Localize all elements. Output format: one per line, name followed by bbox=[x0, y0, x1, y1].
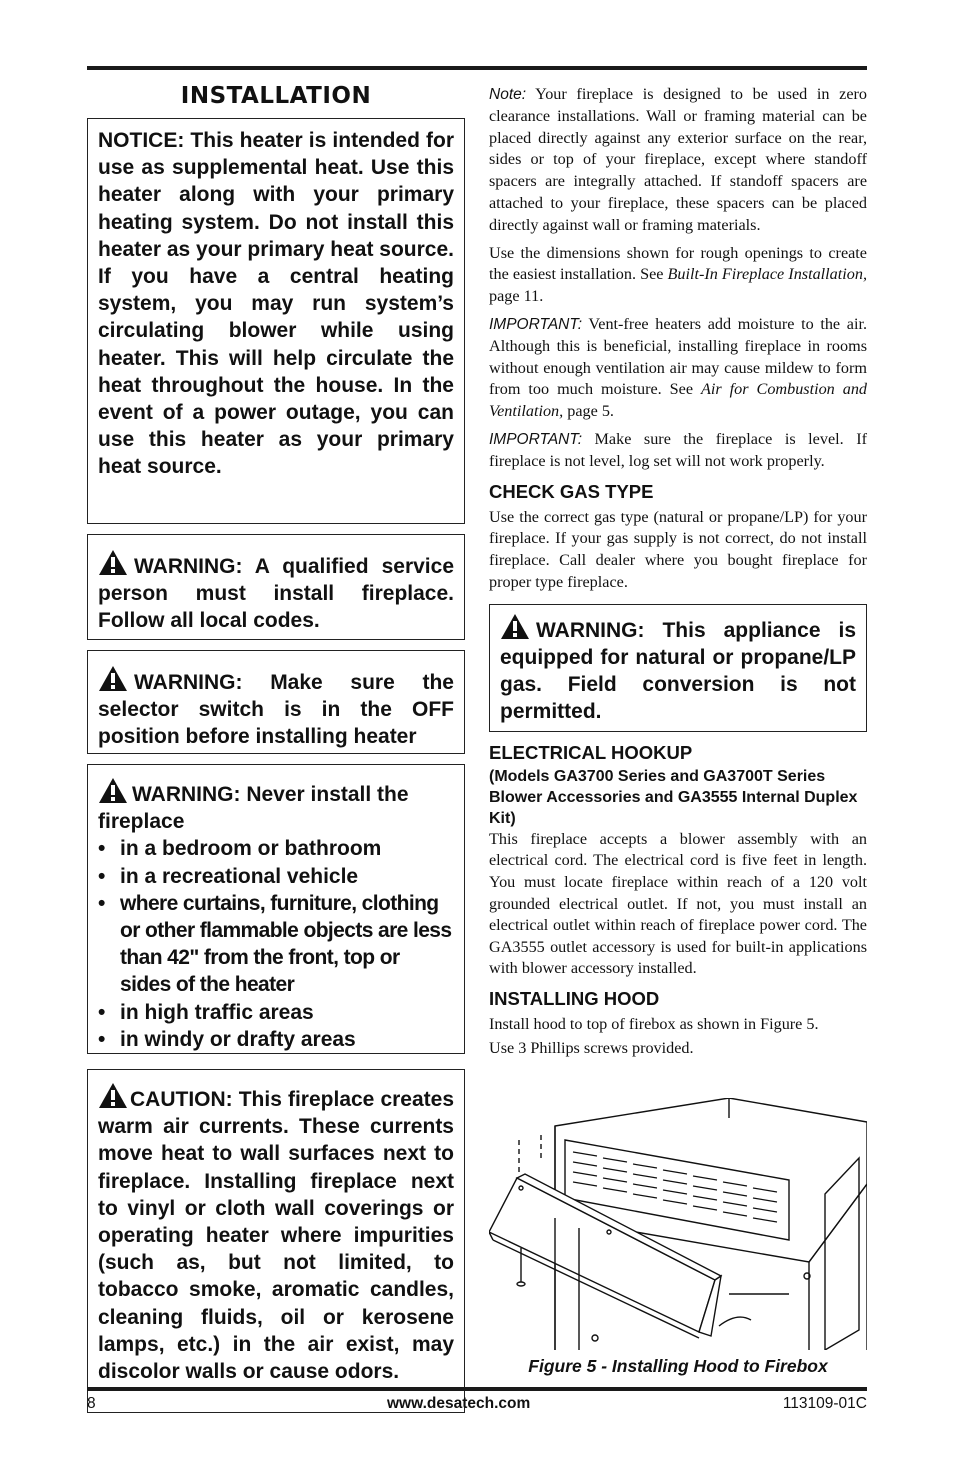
dimensions-paragraph bbox=[489, 243, 867, 308]
top-rule bbox=[87, 66, 867, 70]
hood-firebox-illustration bbox=[489, 1098, 867, 1350]
note-paragraph bbox=[489, 84, 867, 237]
right-column bbox=[489, 84, 867, 1059]
notice-box bbox=[87, 118, 465, 524]
list-item: • in windy or drafty areas bbox=[98, 1026, 454, 1053]
warning-box-selector-switch bbox=[87, 650, 465, 754]
bottom-rule bbox=[87, 1387, 867, 1391]
check-gas-text: Use the correct gas type (natural or propane/LP) for your fireplace. If your gas supply is not correct, do not install fireplace. Call dealer where you bought fireplace for proper type fireplace. bbox=[489, 507, 867, 591]
gas-warning-box bbox=[489, 604, 867, 732]
warning-box-qualified-service bbox=[87, 534, 465, 640]
note-label: Note: bbox=[489, 86, 527, 103]
list-item: • in high traffic areas bbox=[98, 999, 454, 1026]
warning-qualified-text: WARNING: A qualified service person must install fireplace. Follow all local codes. bbox=[98, 555, 454, 633]
warning-triangle-icon bbox=[98, 777, 128, 804]
ventilation-page: page 5. bbox=[567, 402, 614, 421]
installing-hood-heading: INSTALLING HOOD bbox=[489, 987, 660, 1009]
ventilation-reference: Air for Combustion and Ventilation, bbox=[489, 380, 868, 421]
warning-selector-text: WARNING: Make sure the selector switch is in the OFF position before installing heater bbox=[98, 671, 454, 749]
electrical-heading: ELECTRICAL HOOKUP bbox=[489, 741, 693, 763]
important-level-text: Make sure the fireplace is level. If fireplace is not level, log set will not work properly. bbox=[489, 429, 867, 470]
gas-warning-text: WARNING: This appliance is equipped for natural or propane/LP gas. Field conversion is not permitted. bbox=[500, 618, 856, 723]
hood-text-line-1: Install hood to top of firebox as shown in Figure 5. bbox=[489, 1014, 819, 1033]
check-gas-heading: CHECK GAS TYPE bbox=[489, 480, 654, 502]
hood-installation-figure bbox=[489, 1098, 867, 1350]
never-install-list bbox=[98, 835, 454, 1053]
website-link[interactable]: www.desatech.com bbox=[387, 1395, 531, 1412]
caution-box bbox=[87, 1069, 465, 1413]
warning-triangle-icon bbox=[98, 549, 128, 576]
important-label: IMPORTANT: bbox=[489, 430, 582, 448]
important-level-paragraph bbox=[489, 429, 867, 473]
note-text: Your fireplace is designed to be used in zero clearance installations. Wall or framing material can be placed directly against any exterior surface on the rear, sides or top of your fireplace, except where standoff spacers are integrally attached. If standoff spacers are attached to your fireplace, these spacers can be placed directly against wall or framing materials. bbox=[489, 85, 867, 234]
list-item: • in a bedroom or bathroom bbox=[98, 835, 454, 862]
notice-text: NOTICE: This heater is intended for use as supplemental heat. Use this heater along with your primary heating system. Do not install this heater as your primary heat source. If you have a central heating system, you may run system’s circulating blower while using heater. This will help circulate the heat throughout the house. In the event of a power outage, you can use this heater as your primary heat source. bbox=[98, 129, 454, 479]
warning-triangle-icon bbox=[98, 1082, 128, 1109]
electrical-models-subheading: (Models GA3700 Series and GA3700T Series Blower Accessories and GA3555 Internal Duplex Kit) bbox=[489, 767, 858, 827]
dimensions-reference: Built-In Fireplace Installation, bbox=[667, 265, 867, 284]
important-moisture-text: Vent-free heaters add moisture to the air. Although this is beneficial, installing fireplace in rooms without enough ventilation air may cause mildew to form from too much moisture. See bbox=[489, 314, 867, 399]
dimensions-page: page 11. bbox=[489, 287, 544, 306]
hood-text-line-2: Use 3 Phillips screws provided. bbox=[489, 1038, 694, 1057]
important-moisture-paragraph bbox=[489, 314, 867, 423]
warning-never-install-intro: WARNING: Never install the fireplace bbox=[98, 783, 409, 834]
page-number: 8 bbox=[87, 1395, 96, 1412]
left-column bbox=[87, 78, 465, 1413]
warning-box-never-install bbox=[87, 764, 465, 1054]
important-label: IMPORTANT: bbox=[489, 315, 582, 333]
document-code: 113109-01C bbox=[782, 1395, 867, 1412]
figure-caption: Figure 5 - Installing Hood to Firebox bbox=[528, 1356, 828, 1376]
electrical-text: This fireplace accepts a blower assembly with an electrical cord. The electrical cord is five feet in length. You must locate fireplace within reach of a 120 volt grounded electrical outlet. If not, you must install an electrical outlet within reach of fireplace power cord. The GA3555 outlet accessory is used for built-in applications with blower accessory installed. bbox=[489, 829, 867, 978]
list-item: • where curtains, furniture, clothing or other flammable objects are less than 42" from the front, top or sides of the heater bbox=[98, 890, 454, 999]
dimensions-text: Use the dimensions shown for rough openings to create the easiest installation. See bbox=[489, 243, 867, 284]
section-title: INSTALLATION bbox=[180, 83, 372, 109]
caution-text: CAUTION: This fireplace creates warm air currents. These currents move heat to wall surfaces next to fireplace. Installing fireplace next to vinyl or cloth wall coverings or operating heater where impurities (such as, but not limited, to tobacco smoke, aromatic candles, cleaning fluids, oil or kerosene lamps, etc.) in the air exist, may discolor walls or cause odors. bbox=[98, 1088, 454, 1384]
list-item: • in a recreational vehicle bbox=[98, 863, 454, 890]
warning-triangle-icon bbox=[98, 665, 128, 692]
warning-triangle-icon bbox=[500, 613, 530, 640]
